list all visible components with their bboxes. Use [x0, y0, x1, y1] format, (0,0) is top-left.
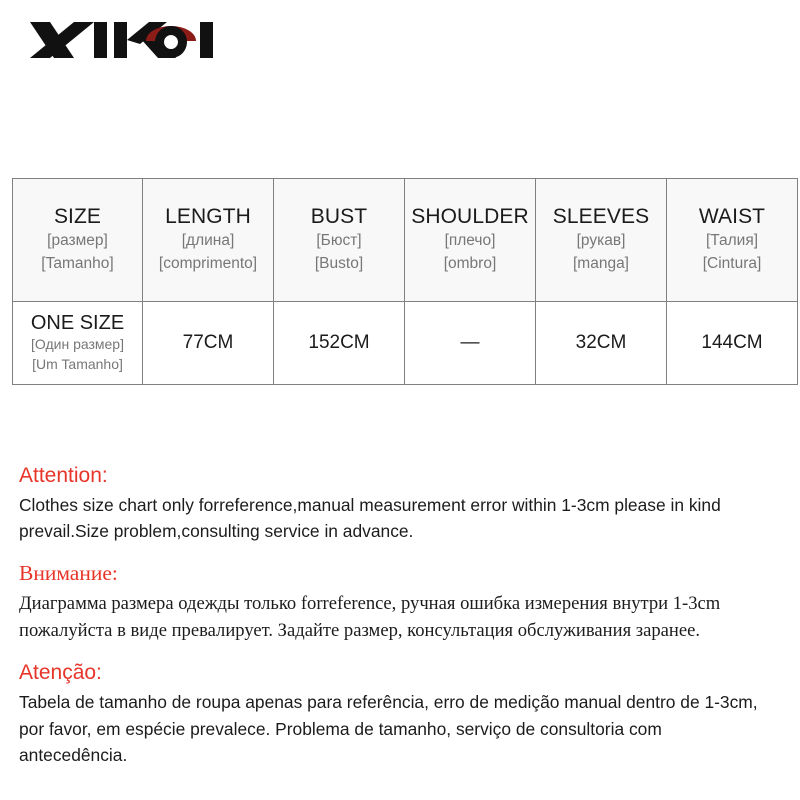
sleeves-value: 32CM	[575, 332, 627, 353]
note-block-english	[19, 462, 771, 545]
header-label-ru: [Бюст]	[316, 232, 362, 250]
note-block-portuguese	[19, 659, 771, 768]
note-block-russian	[19, 559, 771, 645]
header-label-ru: [Талия]	[705, 232, 759, 250]
header-label-main: BUST	[310, 205, 368, 229]
header-label-ru: [рукав]	[576, 232, 626, 250]
attention-notes	[19, 462, 771, 769]
shoulder-value: —	[460, 332, 480, 353]
waist-value: 144CM	[701, 332, 763, 353]
header-label-main: LENGTH	[165, 205, 251, 229]
cell-waist	[667, 302, 798, 385]
header-cell-bust	[274, 179, 405, 302]
header-label-pt: [ombro]	[443, 255, 497, 273]
xikoi-logo-icon	[28, 14, 228, 70]
cell-bust	[274, 302, 405, 385]
header-label-pt: [Busto]	[314, 255, 364, 273]
cell-size	[13, 302, 143, 385]
size-label-ru: [Один размер]	[30, 336, 124, 353]
note-body-english: Clothes size chart only forreference,manual measurement error within 1-3cm please in kind prevail.Size problem,consulting service in advance.	[19, 494, 721, 542]
brand-logo	[28, 14, 228, 70]
header-cell-size	[13, 179, 143, 302]
header-label-main: SIZE	[53, 205, 102, 229]
cell-length	[143, 302, 274, 385]
size-label-main: ONE SIZE	[30, 312, 125, 335]
size-label-pt: [Um Tamanho]	[32, 356, 123, 372]
note-body-russian: Диаграмма размера одежды только forreference, ручная ошибка измерения внутри 1-3cm пожалуйста в виде превалирует. Задайте размер, консультация обслуживания заранее.	[19, 592, 721, 642]
header-label-main: WAIST	[698, 205, 766, 229]
note-title-russian: Внимание:	[19, 560, 118, 585]
note-title-english: Attention:	[19, 464, 108, 487]
note-title-portuguese: Atenção:	[19, 661, 102, 685]
header-label-ru: [длина]	[181, 232, 235, 250]
table-header-row	[13, 179, 798, 302]
size-chart-table	[12, 178, 798, 385]
length-value: 77CM	[182, 332, 234, 353]
header-label-pt: [manga]	[572, 255, 629, 273]
header-label-pt: [Cintura]	[702, 255, 762, 273]
table-row	[13, 302, 798, 385]
bust-value: 152CM	[308, 332, 370, 353]
header-cell-length	[143, 179, 274, 302]
cell-sleeves	[536, 302, 667, 385]
header-cell-waist	[667, 179, 798, 302]
header-label-main: SHOULDER	[411, 205, 529, 229]
header-label-pt: [Tamanho]	[41, 255, 114, 273]
header-cell-sleeves	[536, 179, 667, 302]
header-cell-shoulder	[405, 179, 536, 302]
note-body-portuguese: Tabela de tamanho de roupa apenas para referência, erro de medição manual dentro de 1-3cm, por favor, em espécie prevalece. Problema de tamanho, serviço de consultoria com antecedência.	[19, 692, 758, 766]
header-label-ru: [плечо]	[444, 232, 496, 250]
header-label-ru: [размер]	[47, 232, 108, 250]
header-label-main: SLEEVES	[552, 205, 650, 229]
cell-shoulder	[405, 302, 536, 385]
header-label-pt: [comprimento]	[158, 255, 258, 273]
